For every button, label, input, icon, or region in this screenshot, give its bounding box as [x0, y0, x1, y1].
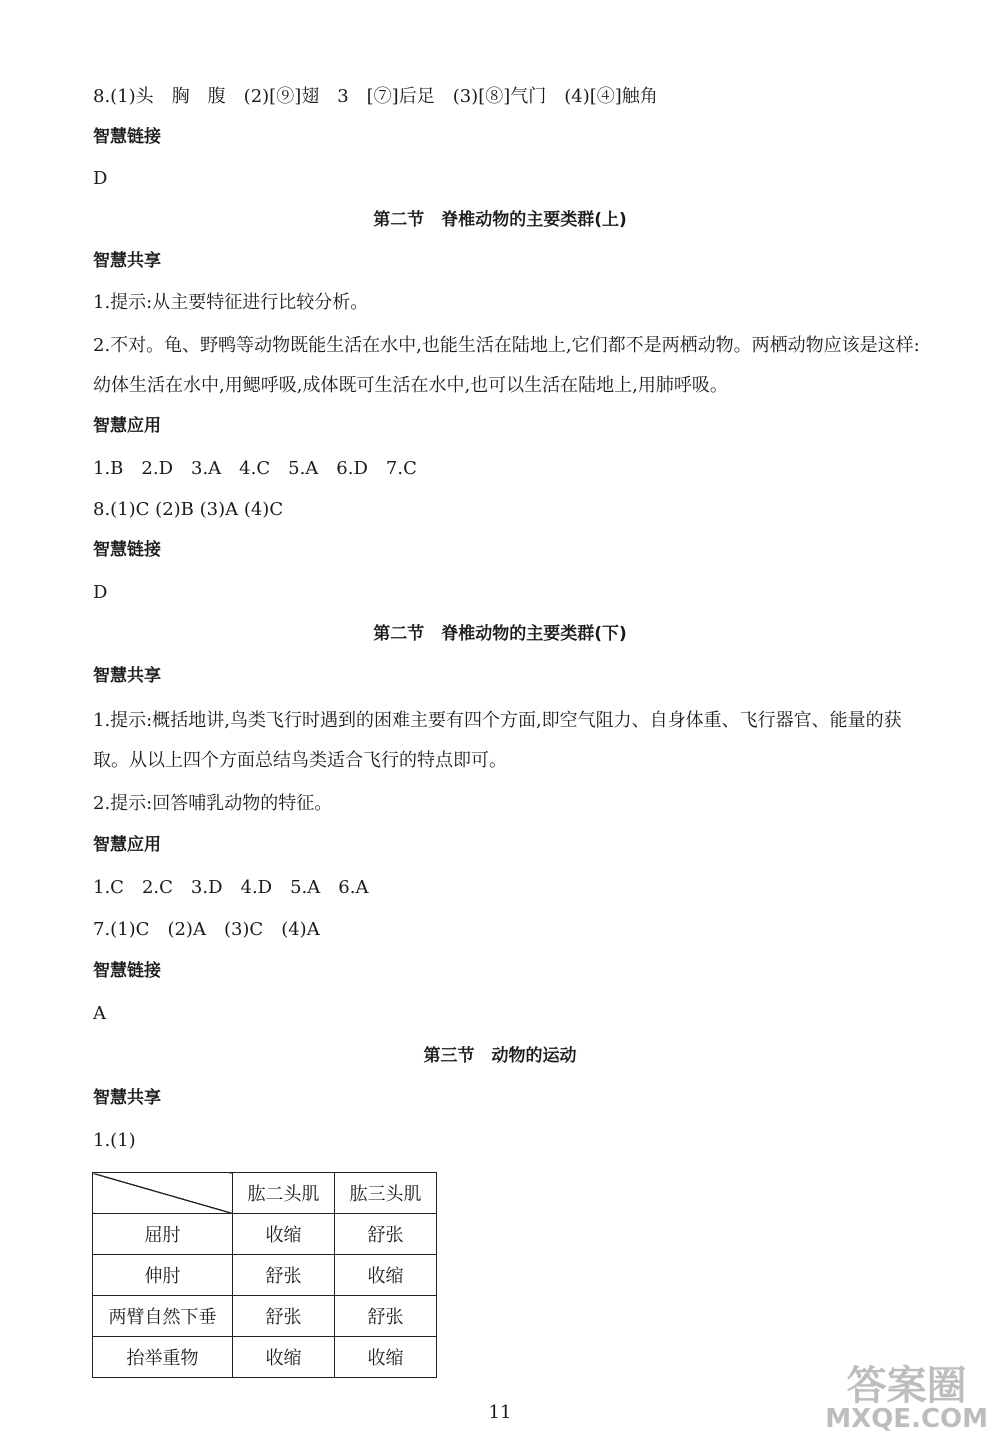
- answer-line: 1.C 2.C 3.D 4.D 5.A 6.A: [93, 877, 369, 898]
- table-cell: 舒张: [335, 1214, 437, 1255]
- row-label: 抬举重物: [93, 1337, 233, 1378]
- heading-wisdom-link: 智慧链接: [93, 961, 161, 981]
- heading-wisdom-apply: 智慧应用: [93, 835, 161, 855]
- table-cell: 收缩: [335, 1337, 437, 1378]
- paragraph: 2.提示:回答哺乳动物的特征。: [93, 793, 333, 814]
- table-cell: 收缩: [233, 1214, 335, 1255]
- header-cell: 肱三头肌: [335, 1173, 437, 1214]
- heading-wisdom-apply: 智慧应用: [93, 416, 161, 436]
- answer-line: 7.(1)C (2)A (3)C (4)A: [93, 919, 320, 940]
- heading-wisdom-link: 智慧链接: [93, 127, 161, 147]
- table-row: [93, 1214, 437, 1255]
- section-title: 第二节 脊椎动物的主要类群(上): [373, 210, 627, 230]
- section-title: 第三节 动物的运动: [423, 1046, 577, 1066]
- row-label: 伸肘: [93, 1255, 233, 1296]
- paragraph: 1.提示:从主要特征进行比较分析。: [93, 292, 369, 313]
- heading-wisdom-share: 智慧共享: [93, 1088, 161, 1108]
- question-number: 1.(1): [93, 1130, 136, 1151]
- table-cell: 舒张: [233, 1255, 335, 1296]
- paragraph: 2.不对。龟、野鸭等动物既能生活在水中,也能生活在陆地上,它们都不是两栖动物。两栖动物应该是这样:幼体生活在水中,用鳃呼吸,成体既可生活在水中,也可以生活在陆地上,用肺呼吸。: [93, 335, 920, 396]
- page-number: 11: [488, 1402, 512, 1423]
- table-row: [93, 1337, 437, 1378]
- table-cell: 舒张: [233, 1296, 335, 1337]
- paragraph: 1.提示:概括地讲,鸟类飞行时遇到的困难主要有四个方面,即空气阻力、自身体重、飞行器官、能量的获取。从以上四个方面总结鸟类适合飞行的特点即可。: [93, 710, 902, 771]
- table-cell: 收缩: [233, 1337, 335, 1378]
- watermark-logo: [825, 1363, 988, 1434]
- answer-d: D: [93, 168, 108, 189]
- table-row: [93, 1296, 437, 1337]
- header-cell: 肱二头肌: [233, 1173, 335, 1214]
- row-label: 两臂自然下垂: [93, 1296, 233, 1337]
- answer-d: D: [93, 582, 108, 603]
- watermark-url: MXQE.COM: [825, 1404, 988, 1434]
- muscle-table: [92, 1172, 437, 1378]
- table-row: [93, 1255, 437, 1296]
- row-label: 屈肘: [93, 1214, 233, 1255]
- table-header-row: [93, 1173, 437, 1214]
- heading-wisdom-share: 智慧共享: [93, 666, 161, 686]
- answer-line: 8.(1)C (2)B (3)A (4)C: [93, 499, 284, 520]
- section-title: 第二节 脊椎动物的主要类群(下): [373, 624, 627, 644]
- watermark-text: 答案圈: [846, 1363, 967, 1409]
- diagonal-header-cell: [93, 1173, 233, 1214]
- answer-a: A: [93, 1003, 106, 1024]
- table-cell: 舒张: [335, 1296, 437, 1337]
- answer-line: 1.B 2.D 3.A 4.C 5.A 6.D 7.C: [93, 458, 417, 479]
- heading-wisdom-share: 智慧共享: [93, 251, 161, 271]
- table-cell: 收缩: [335, 1255, 437, 1296]
- heading-wisdom-link: 智慧链接: [93, 540, 161, 560]
- answer-line-8: 8.(1)头 胸 腹 (2)[⑨]翅 3 [⑦]后足 (3)[⑧]气门 (4)[④]触角: [93, 86, 658, 107]
